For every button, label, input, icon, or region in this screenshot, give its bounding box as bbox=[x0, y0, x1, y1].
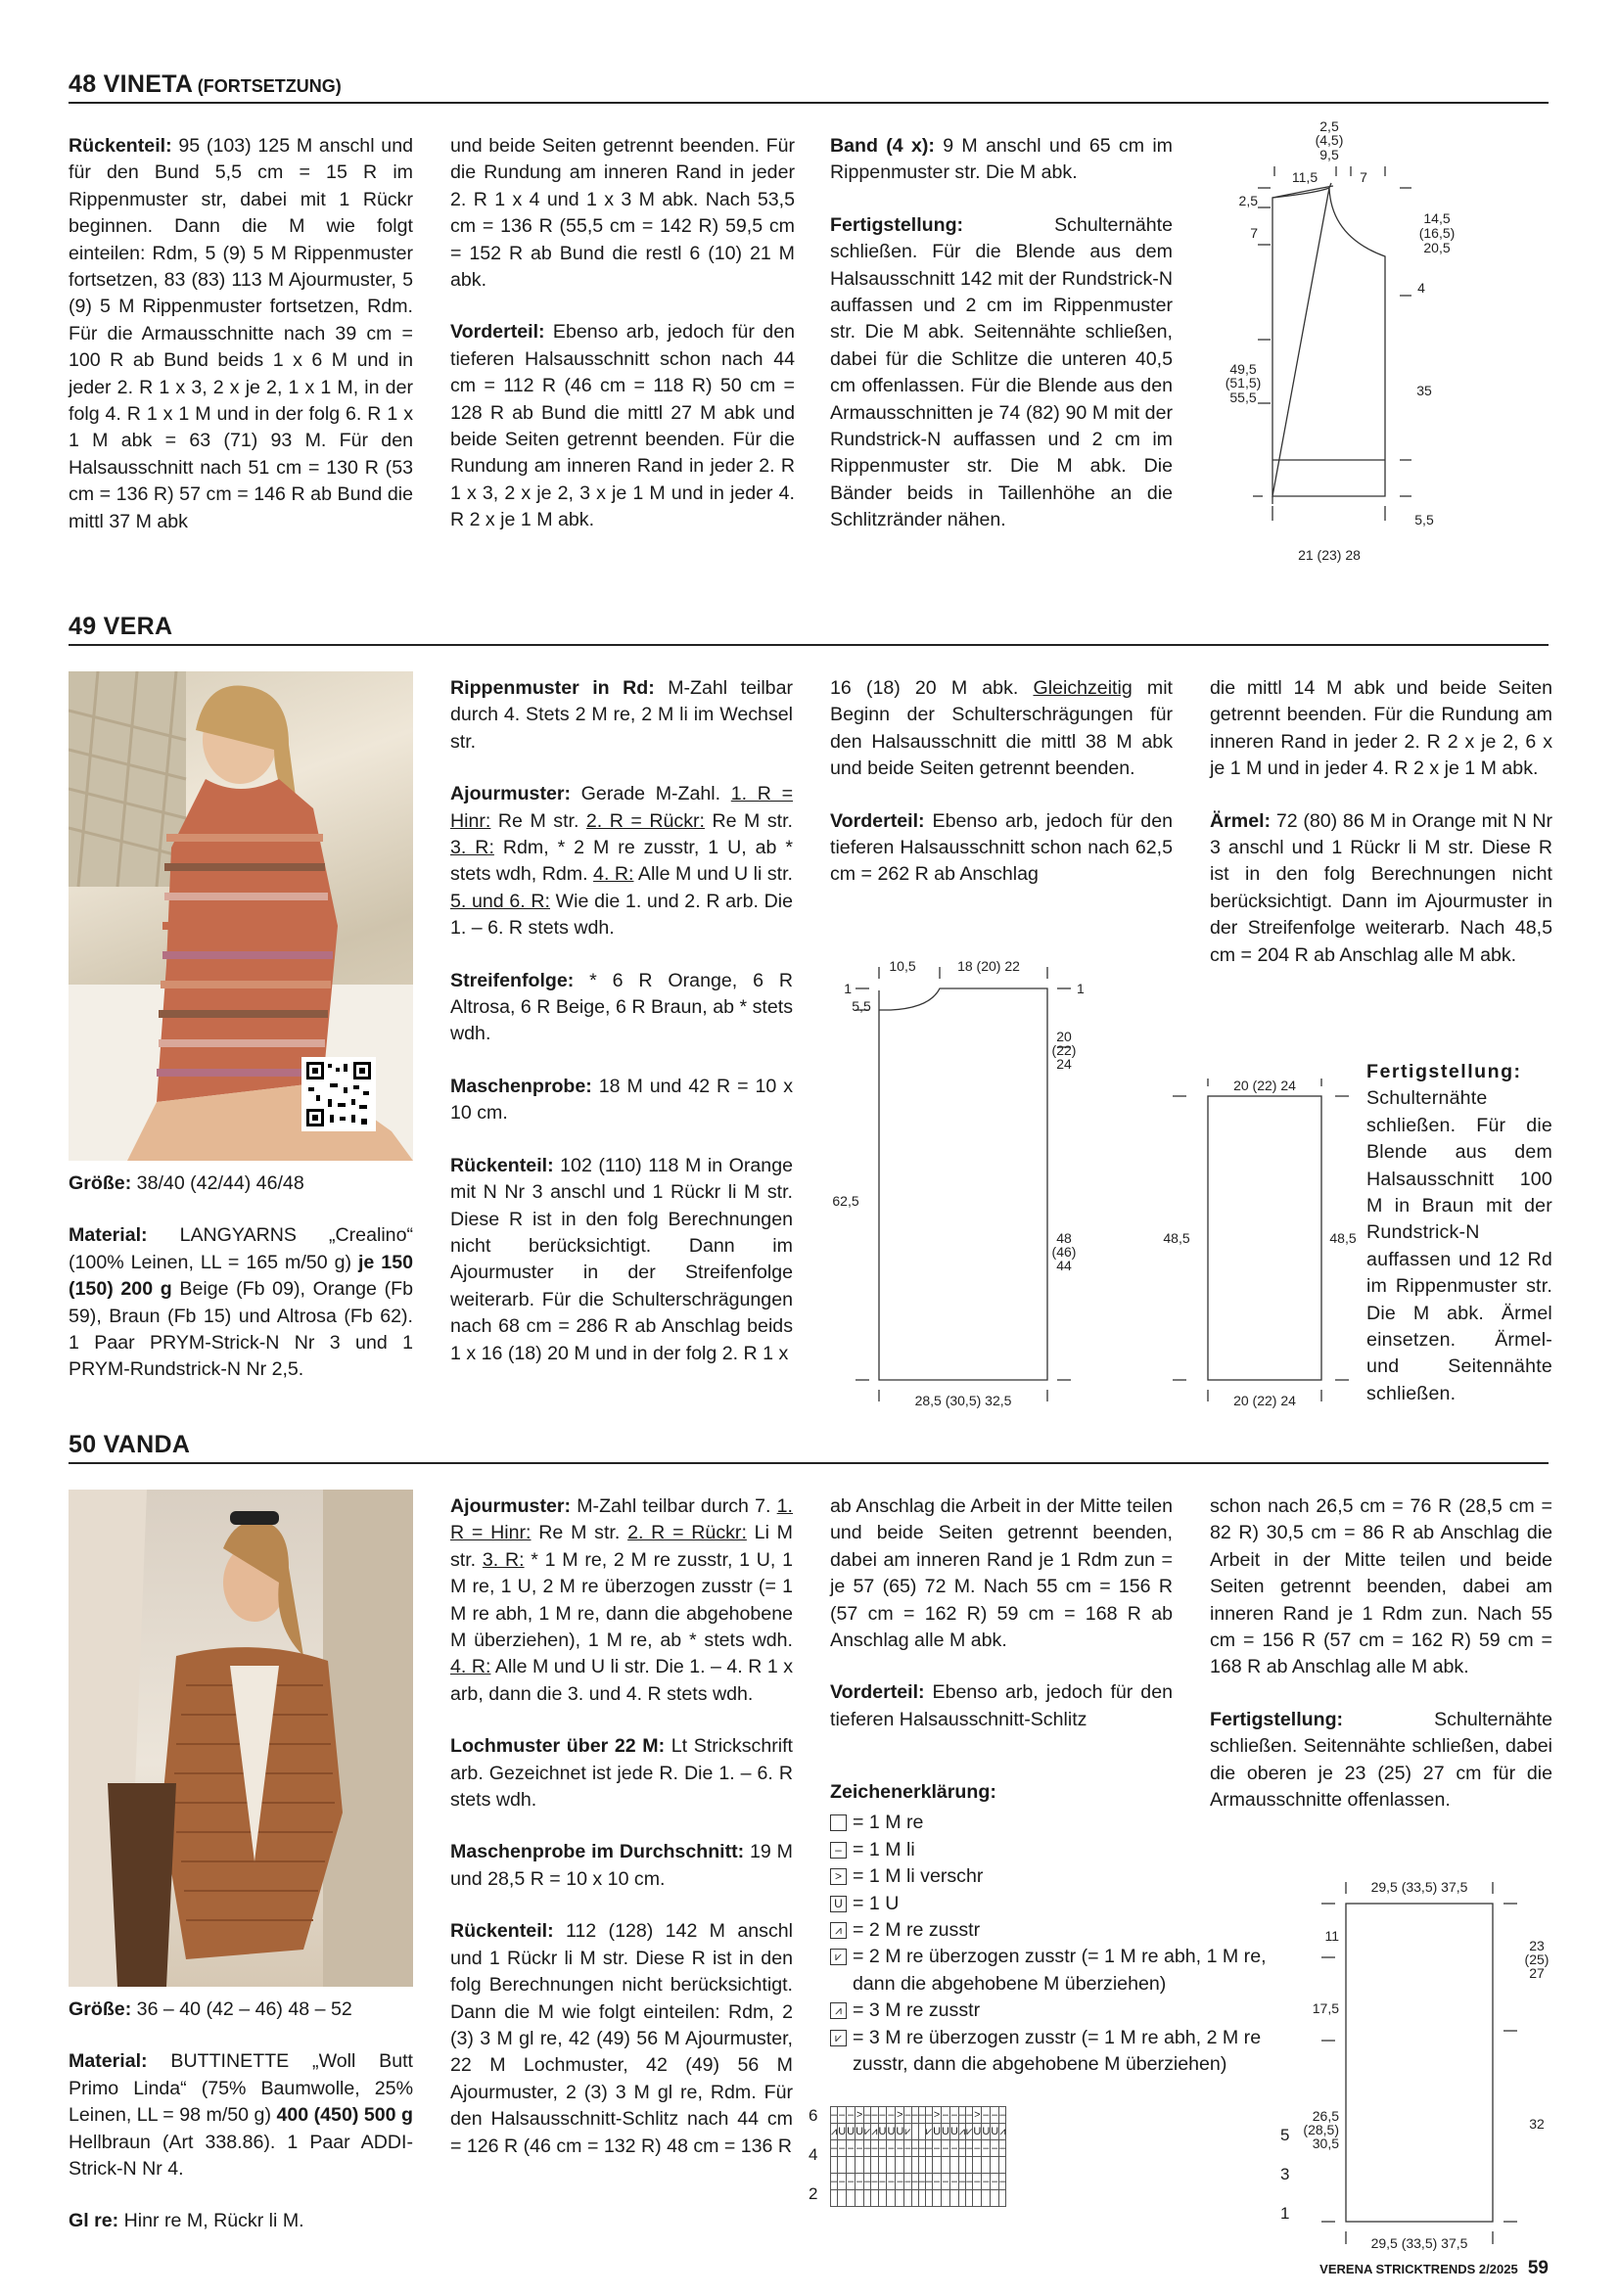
legend-item: > = 1 M li verschr bbox=[830, 1863, 1290, 1890]
vineta-column-2: und beide Seiten getrennt beenden. Für die Rundung am inneren Rand in jeder 2. R 1 x 4 und 1 x 3 M abk. Nach 53,5 cm = 136 R (55,5 cm = 142 R) 59,5 cm = 152 R ab Bund die restl 6 (10) 21 M abk. Vorderteil: Ebenso arb, jedoch für den tieferen Halsausschnitt schon nach 44 cm = 112 R (46 cm = 118 R) 50 cm = 128 R ab Bund die mittl 27 M abk und beide Seiten getrennt beenden. Für die Rundung am inneren Rand in jeder 2. R 1 x 3, 2 x je 2, 3 x je 1 M und in jeder 4. R 2 x je 1 M abk. bbox=[450, 135, 795, 531]
dim-shoulder: 11,5 bbox=[1291, 169, 1318, 185]
dim-top-1: 2,5 bbox=[1319, 118, 1339, 134]
dim-right-5: 48 bbox=[1056, 1230, 1072, 1246]
dim-sleeve-top: 20 (22) 24 bbox=[1233, 1078, 1296, 1093]
dim-neck: 7 bbox=[1360, 169, 1367, 185]
dim-right-2: 20 bbox=[1056, 1029, 1072, 1044]
dim-height-1: 49,5 bbox=[1229, 361, 1257, 377]
vera-sleeve-schematic bbox=[1161, 1067, 1376, 1419]
qr-code[interactable] bbox=[301, 1057, 376, 1131]
row-number: 5 bbox=[1280, 2126, 1290, 2144]
dim-sleeve-right: 48,5 bbox=[1329, 1230, 1357, 1246]
vera-photo bbox=[69, 671, 413, 1161]
vanda-photo bbox=[69, 1490, 413, 1987]
page-footer bbox=[1319, 2258, 1549, 2279]
row-number: 2 bbox=[809, 2184, 818, 2203]
page-number: 59 bbox=[1527, 2258, 1549, 2278]
k3tog-icon: ⩘ bbox=[830, 2002, 847, 2019]
dim-right-2: (25) bbox=[1524, 1952, 1550, 1967]
dim-left-5: 30,5 bbox=[1312, 2135, 1339, 2151]
dim-shoulder: 18 (20) 22 bbox=[957, 958, 1020, 974]
legend-item: ⩘ = 2 M re zusstr bbox=[830, 1917, 1290, 1944]
vera-column-4: die mittl 14 M abk und beide Seiten getrennt beenden. Für die Rundung am inneren Rand in jeder 2. R 2 x je 2, 6 x je 1 M und in jeder 4. R 2 x je 1 M abk. Ärmel: 72 (80) 86 M in Orange mit N Nr 3 anschl und 1 Rückr li M str. Diese R ist in den folg Berechnungen nicht berücksichtigt. Dann im Ajourmuster in der Streifenfolge weiterarb. Nach 48,5 cm = 204 R ab Anschlag alle M abk. bbox=[1210, 677, 1552, 966]
dim-left-1: 1 bbox=[844, 981, 852, 996]
dim-bottom: 28,5 (30,5) 32,5 bbox=[914, 1393, 1012, 1408]
section-title: 49 VERA bbox=[69, 613, 173, 640]
vera-body-schematic bbox=[822, 949, 1184, 1419]
model-illustration bbox=[69, 1490, 413, 1987]
knit-icon bbox=[830, 1814, 847, 1831]
yarn-over-icon: U bbox=[830, 1896, 847, 1912]
dim-top-3: 9,5 bbox=[1319, 147, 1339, 162]
purl-twisted-icon: > bbox=[830, 1868, 847, 1885]
dim-right-2: (16,5) bbox=[1418, 225, 1456, 241]
dim-left-2: 17,5 bbox=[1312, 2000, 1339, 2016]
vanda-column-2: Ajourmuster: M-Zahl teilbar durch 7. 1. R = Hinr: Re M str. 2. R = Rückr: Li M str. 3. R: * 1 M re, 2 M re zusstr, 1 U, 1 M re, 1 U, 2 M re überzogen zusstr (= 1 M re abh, 1 M re, dann die abgehobene M überziehen), 1 M re, ab * stets wdh. 4. R: Alle M und U li str. Die 1. – 4. R 1 x arb, dann die 3. und 4. R stets wdh. Lochmuster über 22 M: Lt Strickschrift arb. Gezeichnet ist jede R. Die 1. – 6. R stets wdh. Maschenprobe im Durchschnitt: 19 M und 28,5 R = 10 x 10 cm. Rückenteil: 112 (128) 142 M anschl und 1 Rückr li M str. Diese R ist in den folg Berechnungen nicht berücksichtigt. Dann die M wie folgt einteilen: Rdm, 2 (3) 3 M gl re, 42 (49) 56 M Ajourmuster, 22 M Lochmuster, 42 (49) 56 M Ajourmuster, 2 (3) 3 M gl re, Rdm. Für den Halsausschnitt-Schlitz nach 44 cm = 126 R (46 cm = 132 R) 48 cm = 136 R bbox=[450, 1495, 794, 2157]
k2tog-icon: ⩘ bbox=[830, 1922, 847, 1939]
vera-finishing: Fertigstellung: Schulternähte schließen. Für die Blende aus dem Halsausschnitt 100 M in Braun mit der Rundstrick-N auffassen und 12 Rd im Rippenmuster str. Die M abk. Ärmel einsetzen. Ärmel- und Seitennähte schließen. bbox=[1366, 1061, 1552, 1404]
purl-icon: – bbox=[830, 1842, 847, 1859]
vineta-schematic bbox=[1204, 110, 1556, 574]
legend-item: – = 1 M li bbox=[830, 1837, 1290, 1863]
legend-item: = 1 M re bbox=[830, 1810, 1290, 1836]
legend-item: ⩘ = 3 M re zusstr bbox=[830, 1998, 1290, 2024]
magazine-name: VERENA STRICKTRENDS 2/2025 bbox=[1319, 2262, 1518, 2276]
row-number: 3 bbox=[1280, 2165, 1290, 2183]
dim-left-height: 62,5 bbox=[832, 1193, 859, 1209]
dim-right-1: 23 bbox=[1529, 1938, 1545, 1953]
legend-title: Zeichenerklärung: bbox=[830, 1781, 996, 1803]
vanda-schematic bbox=[1302, 1864, 1556, 2256]
row-number: 4 bbox=[809, 2145, 818, 2164]
section-title: 50 VANDA bbox=[69, 1431, 191, 1458]
dim-height-3: 55,5 bbox=[1229, 390, 1257, 405]
vineta-column-3: Band (4 x): 9 M anschl und 65 cm im Rippenmuster str. Die M abk. Fertigstellung: Schulternähte schließen. Für die Blende aus dem Halsausschnitt 142 mit der Rundstrick-N auffassen und 2 cm im Rippenmuster str. Die M abk. Seitennähte schließen, dabei für die Schlitze die unteren 40,5 cm offenlassen. Für die Blende aus den Armausschnitten je 74 (82) 90 M mit der Rundstrick-N auffassen und 2 cm im Rippenmuster str. Die M abk. Die Bänder beids in Taillenhöhe an die Schlitzränder nähen. bbox=[830, 135, 1173, 531]
dim-left-1: 2,5 bbox=[1238, 193, 1258, 208]
section-title: 48 VINETA bbox=[69, 70, 194, 98]
dim-right-3: (22) bbox=[1051, 1042, 1077, 1058]
dim-right-1: 14,5 bbox=[1423, 210, 1451, 226]
dim-neck: 10,5 bbox=[889, 958, 916, 974]
row-number: 1 bbox=[1280, 2204, 1290, 2223]
dim-left-1: 11 bbox=[1324, 1928, 1339, 1944]
dim-right-3: 20,5 bbox=[1423, 240, 1451, 255]
row-number: 6 bbox=[809, 2106, 818, 2125]
sk2p-icon: ⩗ bbox=[830, 2030, 847, 2046]
dim-top-2: (4,5) bbox=[1315, 132, 1344, 148]
dim-right-7: 44 bbox=[1056, 1258, 1072, 1273]
dim-bottom: 29,5 (33,5) 37,5 bbox=[1370, 2235, 1468, 2251]
dim-right-35: 35 bbox=[1416, 383, 1432, 398]
vera-materials: Größe: 38/40 (42/44) 46/48 Material: LANGYARNS „Crealino“ (100% Leinen, LL = 165 m/50 g) je 150 (150) 200 g Beige (Fb 09), Orange (Fb 59), Braun (Fb 15) und Altrosa (Fb 62). 1 Paar PRYM-Strick-N Nr 3 und 1 PRYM-Rundstrick-N Nr 2,5. bbox=[69, 1172, 413, 1381]
dim-right-4: 32 bbox=[1529, 2116, 1545, 2132]
vanda-column-4: schon nach 26,5 cm = 76 R (28,5 cm = 82 R) 30,5 cm = 86 R ab Anschlag die Arbeit in der Mitte teilen und beide Seiten getrennt beenden, dabei am inneren Rand je 1 Rdm zun. Nach 55 cm = 156 R (57 cm = 162 R) 59 cm = 168 R ab Anschlag alle M abk. Fertigstellung: Schulternähte schließen. Seitennähte schließen, dabei die oberen je 23 (25) 27 cm für die Armausschnitte offenlassen. bbox=[1210, 1495, 1552, 1812]
dim-right-6: (46) bbox=[1051, 1244, 1077, 1260]
section-header-vineta bbox=[69, 70, 1549, 104]
vanda-column-3: ab Anschlag die Arbeit in der Mitte teilen und beide Seiten getrennt beenden, dabei am inneren Rand je 1 Rdm zun = je 57 (65) 72 M. Nach 55 cm = 156 R (57 cm = 162 R) 59 cm = 168 R ab Anschlag alle M abk. Vorderteil: Ebenso arb, jedoch für den tieferen Halsausschnitt-Schlitz bbox=[830, 1495, 1173, 1730]
dim-bottom: 21 (23) 28 bbox=[1298, 547, 1361, 563]
dim-top: 29,5 (33,5) 37,5 bbox=[1370, 1879, 1468, 1895]
vanda-materials: Größe: 36 – 40 (42 – 46) 48 – 52 Material: BUTTINETTE „Woll Butt Primo Linda“ (75% Baumwolle, 25% Leinen, LL = 98 m/50 g) 400 (450) 500 g Hellbraun (Art 338.86). 1 Paar ADDI-Strick-N Nr 4. Gl re: Hinr re M, Rückr li M. bbox=[69, 1998, 413, 2232]
dim-right-4: 24 bbox=[1056, 1056, 1072, 1072]
section-header-vera bbox=[69, 613, 1549, 646]
dim-right-1: 1 bbox=[1077, 981, 1085, 996]
dim-left-3: 26,5 bbox=[1312, 2108, 1339, 2124]
dim-right-4: 4 bbox=[1417, 280, 1425, 296]
dim-right-55: 5,5 bbox=[1414, 512, 1434, 528]
section-subtitle: (FORTSETZUNG) bbox=[197, 76, 342, 96]
vineta-column-1: Rückenteil: 95 (103) 125 M anschl und für den Bund 5,5 cm = 15 R im Rippenmuster str, dabei mit 1 Rückr beginnen. Dann die M wie folgt einteilen: Rdm, 5 (9) 5 M Rippenmuster fortsetzen, 83 (83) 113 M Ajourmuster, 5 (9) 5 M Rippenmuster fortsetzen, Rdm. Für die Armausschnitte nach 39 cm = 100 R ab Bund beids 1 x 6 M und in jeder 2. R 1 x 3, 2 x je 2, 1 x 1 M, in der folg 4. R 1 x 1 M und in der folg 6. R 1 x 1 M abk = 63 (71) 93 M. Für den Halsausschnitt nach 51 cm = 130 R (53 cm = 136 R) 57 cm = 146 R ab Bund die mittl 37 M abk bbox=[69, 135, 413, 532]
ssk-icon: ⩗ bbox=[830, 1949, 847, 1965]
stitch-grid: – – – > – – – – > – – – – > – – – – > – – – ⩘ U U U ⩗ ⩘ U U U ⩗ ⩗ U U U ⩘ ⩗ U U U ⩘ – – – – – – – – – – – – – – – – – – – – – – – – – – – – – – – – – – – – – – – – – – – – bbox=[830, 2106, 1006, 2207]
legend-item: ⩗ = 3 M re überzogen zusstr (= 1 M re abh, 2 M re zusstr, dann die abgehobene M überziehen) bbox=[830, 2025, 1290, 2079]
legend-item: ⩗ = 2 M re überzogen zusstr (= 1 M re abh, 1 M re, dann die abgehobene M überziehen) bbox=[830, 1944, 1290, 1998]
dim-sleeve-left: 48,5 bbox=[1163, 1230, 1190, 1246]
section-header-vanda bbox=[69, 1431, 1549, 1464]
dim-height-2: (51,5) bbox=[1225, 375, 1262, 390]
vera-column-3: 16 (18) 20 M abk. Gleichzeitig mit Beginn der Schulterschrägungen für den Halsausschnitt die mittl 38 M abk und beide Seiten getrennt beenden. Vorderteil: Ebenso arb, jedoch für den tieferen Halsausschnitt schon nach 62,5 cm = 262 R ab Anschlag bbox=[830, 677, 1174, 886]
legend-item: U = 1 U bbox=[830, 1891, 1290, 1917]
dim-sleeve-bottom: 20 (22) 24 bbox=[1233, 1393, 1296, 1408]
dim-left-2: 5,5 bbox=[852, 998, 871, 1014]
vera-column-2: Rippenmuster in Rd: M-Zahl teilbar durch 4. Stets 2 M re, 2 M li im Wechsel str. Ajourmuster: Gerade M-Zahl. 1. R = Hinr: Re M str. 2. R = Rückr: Re M str. 3. R: Rdm, * 2 M re zusstr, 1 U, ab * stets wdh, Rdm. 4. R: Alle M und U li str. 5. und 6. R: Wie die 1. und 2. R arb. Die 1. – 6. R stets wdh. Streifenfolge: * 6 R Orange, 6 R Altrosa, 6 R Beige, 6 R Braun, ab * stets wdh. Maschenprobe: 18 M und 42 R = 10 x 10 cm. Rückenteil: 102 (110) 118 M in Orange mit N Nr 3 anschl und 1 Rückr li M str. Diese R ist in den folg Berechnungen nicht berücksichtigt. Dann im Ajourmuster in der Streifenfolge weiterarb. Für die Schulterschrägungen nach 68 cm = 286 R ab Anschlag beids 1 x 16 (18) 20 M und in der folg 2. R 1 x bbox=[450, 677, 794, 1364]
dim-left-2: 7 bbox=[1250, 225, 1258, 241]
dim-left-4: (28,5) bbox=[1303, 2122, 1339, 2137]
dim-right-3: 27 bbox=[1529, 1965, 1545, 1981]
